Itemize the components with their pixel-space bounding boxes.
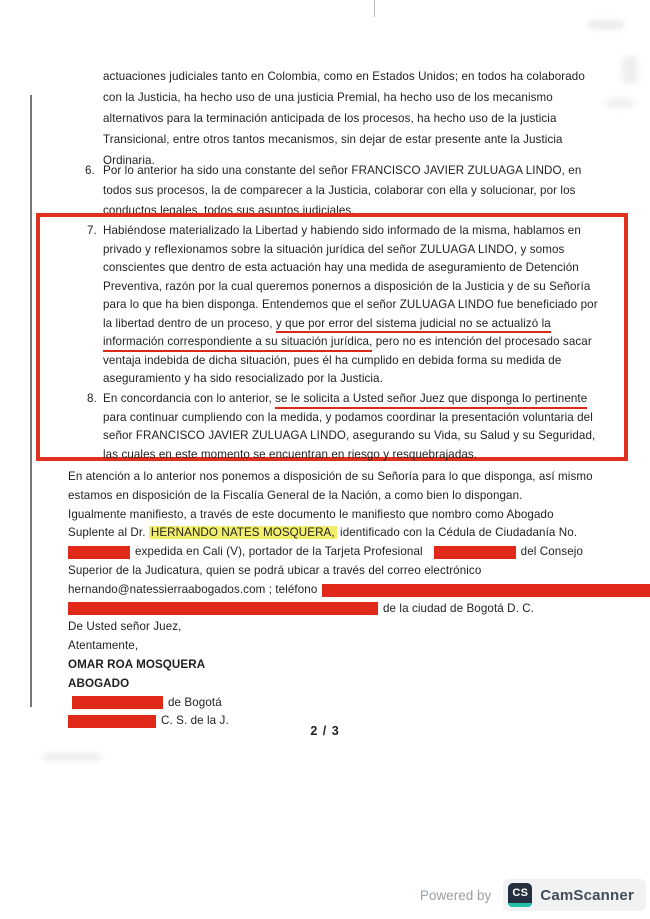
signature-title: ABOGADO — [68, 676, 130, 690]
text-line: todos sus procesos, la de comparecer a la Justicia, colaborar con ella y solucionar, por los — [103, 184, 576, 197]
text-segment: del Consejo — [520, 545, 584, 559]
red-underlined-text: información correspondiente a su situación jurídica, — [103, 335, 372, 352]
text-line — [68, 581, 650, 600]
redaction-bar — [68, 602, 378, 615]
text-line: Atentamente, — [68, 639, 139, 653]
text-line: Preventiva, razón por la cual queremos ponernos a disposición de la Justicia y de su Señoría — [103, 279, 591, 293]
text-line — [103, 315, 598, 334]
text-segment: identificado con la Cédula de Ciudadanía No. — [336, 526, 578, 540]
text-line — [103, 333, 598, 352]
text-line: conscientes que dentro de esta actuación hay una medida de aseguramiento de Detención — [103, 261, 579, 274]
list-item-number: 7. — [87, 224, 97, 237]
list-item-8 — [103, 390, 595, 464]
camscanner-footer — [420, 879, 646, 911]
text-line — [103, 390, 595, 409]
redaction-bar — [322, 584, 650, 597]
text-line: Transicional, entre otros tantos mecanismos, sin dejar de estar presente ante la Justicia — [103, 133, 563, 146]
camscanner-brand-label: CamScanner — [540, 886, 634, 904]
redaction-bar — [68, 546, 130, 559]
intro-paragraph — [103, 66, 585, 171]
scan-fold-artifact — [374, 0, 375, 17]
text-line: ventaja indebida de dicha situación, pues él ha cumplido en debida forma su medida de — [103, 353, 562, 367]
text-line — [68, 600, 650, 619]
text-line: Ordinaria. — [103, 154, 155, 167]
text-line: las cuales en este momento se encuentran en riesgo y resquebrajadas. — [103, 447, 478, 461]
text-line: señor FRANCISCO JAVIER ZULUAGA LINDO, asegurando su Vida, su Salud y su Seguridad, — [103, 429, 596, 442]
text-segment: la libertad dentro de un proceso, — [103, 316, 276, 330]
text-line — [68, 524, 650, 543]
list-item-number: 6. — [85, 164, 95, 177]
scan-smudge — [42, 753, 102, 761]
text-line: Por lo anterior ha sido una constante del señor FRANCISCO JAVIER ZULUAGA LINDO, en — [103, 164, 582, 177]
red-underlined-text: se le solicita a Usted señor Juez que disponga lo pertinente — [275, 392, 587, 409]
redaction-bar — [434, 546, 516, 559]
list-item-7 — [103, 222, 598, 389]
text-line: conductos legales, todos sus asuntos judiciales. — [103, 204, 355, 217]
camscanner-logo-icon — [508, 883, 532, 907]
text-segment: de Bogotá — [168, 695, 222, 709]
text-line: con la Justicia, ha hecho uso de una justicia Premial, ha hecho uso de los mecanismo — [103, 91, 553, 104]
text-line: De Usted señor Juez, — [68, 620, 182, 634]
page-number: 2 / 3 — [310, 724, 340, 738]
red-underlined-text: y que por error del sistema judicial no se actualizó la — [276, 317, 551, 334]
text-line: alternativos para la terminación anticipada de los procesos, ha hecho uso de la justicia — [103, 112, 557, 125]
camscanner-logo-accent — [508, 903, 532, 907]
camscanner-badge[interactable] — [503, 879, 646, 911]
scan-edge-artifact — [30, 95, 32, 707]
camscanner-logo-text: CS — [512, 887, 529, 899]
text-line — [68, 543, 650, 562]
text-segment: pero no es intención del procesado sacar — [372, 335, 592, 348]
text-segment: Suplente al Dr. — [68, 526, 149, 540]
text-line: Superior de la Judicatura, quien se podrá ubicar a través del correo electrónico — [68, 563, 482, 577]
text-line: para lo que ha bien disponga. Entendemos que el señor ZULUAGA LINDO fue beneficiado por — [103, 298, 598, 311]
text-line: estamos en disposición de la Fiscalía General de la Nación, a como bien lo dispongan. — [68, 488, 523, 502]
list-item-number: 8. — [87, 392, 97, 405]
text-segment: expedida en Cali (V), portador de la Tarjeta Profesional — [135, 545, 423, 559]
text-line: para continuar cumpliendo con la medida, y podamos coordinar la presentación voluntaria del — [103, 410, 593, 424]
email-text: hernando@natessierraabogados.com ; teléfono — [68, 582, 318, 596]
scan-smudge — [588, 20, 624, 29]
powered-by-label: Powered by — [419, 887, 492, 903]
text-line — [68, 694, 650, 713]
list-item-6 — [103, 161, 581, 221]
text-segment: En concordancia con lo anterior, — [103, 392, 276, 405]
redaction-bar — [72, 696, 163, 709]
scan-smudge — [622, 56, 638, 84]
signature-name: OMAR ROA MOSQUERA — [68, 657, 206, 671]
text-line: Igualmente manifiesto, a través de este documento le manifiesto que nombro como Abogado — [68, 507, 554, 521]
text-segment: de la ciudad de Bogotá D. C. — [383, 601, 535, 615]
text-line: privado y reflexionamos sobre la situación jurídica del señor ZULUAGA LINDO, y somos — [103, 242, 565, 256]
text-segment: C. S. de la J. — [161, 714, 229, 728]
closing-block — [68, 468, 650, 731]
highlighted-name: HERNANDO NATES MOSQUERA, — [150, 526, 335, 540]
text-line: aseguramiento y ha sido resocializado por la Justicia. — [103, 372, 383, 385]
text-line: actuaciones judiciales tanto en Colombia, como en Estados Unidos; en todos ha colaborado — [103, 70, 585, 83]
scan-smudge — [606, 98, 634, 108]
text-line: En atención a lo anterior nos ponemos a disposición de su Señoría para lo que disponga, así mismo — [68, 470, 593, 483]
text-line: Habiéndose materializado la Libertad y habiendo sido informado de la misma, hablamos en — [103, 224, 581, 237]
